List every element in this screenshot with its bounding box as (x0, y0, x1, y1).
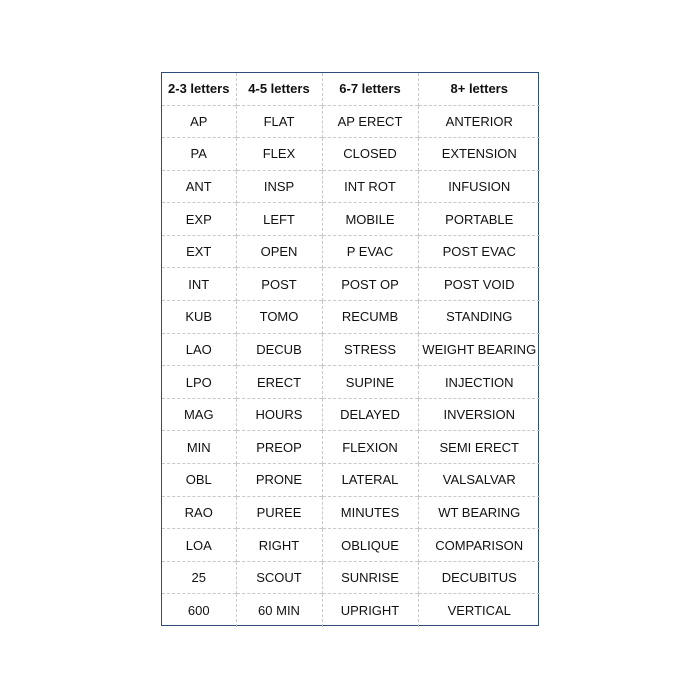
header-2-3-letters: 2-3 letters (168, 81, 230, 97)
table-cell-4-5-letters: PRONE (236, 464, 322, 497)
table-cell-8-plus-letters: VALSALVAR (418, 464, 540, 497)
table-cell-8-plus-letters: WT BEARING (418, 496, 540, 529)
table-cell-4-5-letters: POST (236, 268, 322, 301)
table-cell-8-plus-letters: ANTERIOR (418, 105, 540, 138)
table-cell-2-3-letters: 25 (162, 561, 236, 594)
header-row (162, 73, 540, 105)
table-row (162, 496, 540, 529)
table-cell-6-7-letters: SUPINE (322, 366, 418, 399)
table-cell-2-3-letters: OBL (162, 464, 236, 497)
table-cell-2-3-letters: LAO (162, 333, 236, 366)
table-cell-6-7-letters: UPRIGHT (322, 594, 418, 627)
table-row (162, 203, 540, 236)
table-cell-4-5-letters: HOURS (236, 398, 322, 431)
table-cell-6-7-letters: SUNRISE (322, 561, 418, 594)
table-cell-4-5-letters: 60 MIN (236, 594, 322, 627)
table-cell-4-5-letters: OPEN (236, 235, 322, 268)
table-row (162, 268, 540, 301)
table-cell-2-3-letters: LOA (162, 529, 236, 562)
table-cell-2-3-letters: RAO (162, 496, 236, 529)
table-cell-4-5-letters: LEFT (236, 203, 322, 236)
table-body (162, 105, 540, 627)
table-cell-2-3-letters: AP (162, 105, 236, 138)
header-8-plus-letters: 8+ letters (418, 73, 540, 105)
table-cell-2-3-letters: 600 (162, 594, 236, 627)
table-cell-8-plus-letters: EXTENSION (418, 138, 540, 171)
table-cell-6-7-letters: LATERAL (322, 464, 418, 497)
table-cell-6-7-letters: POST OP (322, 268, 418, 301)
table-cell-8-plus-letters: WEIGHT BEARING (418, 333, 540, 366)
table-row (162, 464, 540, 497)
table-cell-4-5-letters: INSP (236, 170, 322, 203)
abbreviation-table (161, 72, 539, 626)
table-cell-8-plus-letters: INVERSION (418, 398, 540, 431)
table-row (162, 301, 540, 334)
table-cell-2-3-letters: ANT (162, 170, 236, 203)
table-cell-2-3-letters: MIN (162, 431, 236, 464)
table-cell-4-5-letters: ERECT (236, 366, 322, 399)
table-cell-4-5-letters: RIGHT (236, 529, 322, 562)
table-row (162, 105, 540, 138)
table-row (162, 235, 540, 268)
table-cell-8-plus-letters: VERTICAL (418, 594, 540, 627)
table-cell-8-plus-letters: DECUBITUS (418, 561, 540, 594)
table-cell-4-5-letters: FLAT (236, 105, 322, 138)
header-4-5-letters: 4-5 letters (236, 73, 322, 105)
table-cell-4-5-letters: DECUB (236, 333, 322, 366)
table-cell-8-plus-letters: INJECTION (418, 366, 540, 399)
table-row (162, 138, 540, 171)
abbreviation-grid (162, 73, 540, 627)
table-cell-4-5-letters: FLEX (236, 138, 322, 171)
table-cell-6-7-letters: P EVAC (322, 235, 418, 268)
table-cell-6-7-letters: AP ERECT (322, 105, 418, 138)
table-cell-2-3-letters: EXP (162, 203, 236, 236)
table-cell-2-3-letters: KUB (162, 301, 236, 334)
table-cell-2-3-letters: LPO (162, 366, 236, 399)
table-cell-6-7-letters: STRESS (322, 333, 418, 366)
table-cell-6-7-letters: MOBILE (322, 203, 418, 236)
table-row (162, 170, 540, 203)
table-cell-6-7-letters: CLOSED (322, 138, 418, 171)
table-cell-4-5-letters: PREOP (236, 431, 322, 464)
table-cell-6-7-letters: MINUTES (322, 496, 418, 529)
table-row (162, 398, 540, 431)
table-cell-8-plus-letters: POST EVAC (418, 235, 540, 268)
table-row (162, 366, 540, 399)
table-cell-8-plus-letters: PORTABLE (418, 203, 540, 236)
table-cell-2-3-letters: INT (162, 268, 236, 301)
table-cell-8-plus-letters: POST VOID (418, 268, 540, 301)
table-cell-6-7-letters: INT ROT (322, 170, 418, 203)
table-cell-8-plus-letters: SEMI ERECT (418, 431, 540, 464)
table-cell-2-3-letters: EXT (162, 235, 236, 268)
table-cell-4-5-letters: TOMO (236, 301, 322, 334)
table-cell-4-5-letters: SCOUT (236, 561, 322, 594)
table-row (162, 431, 540, 464)
table-row (162, 333, 540, 366)
table-cell-2-3-letters: MAG (162, 398, 236, 431)
table-row (162, 561, 540, 594)
table-header (162, 73, 540, 105)
header-6-7-letters: 6-7 letters (322, 73, 418, 105)
table-cell-6-7-letters: FLEXION (322, 431, 418, 464)
table-cell-6-7-letters: DELAYED (322, 398, 418, 431)
table-cell-8-plus-letters: COMPARISON (418, 529, 540, 562)
table-cell-6-7-letters: OBLIQUE (322, 529, 418, 562)
table-cell-4-5-letters: PUREE (236, 496, 322, 529)
table-cell-8-plus-letters: STANDING (418, 301, 540, 334)
table-cell-8-plus-letters: INFUSION (418, 170, 540, 203)
table-cell-6-7-letters: RECUMB (322, 301, 418, 334)
table-row (162, 594, 540, 627)
table-row (162, 529, 540, 562)
table-cell-2-3-letters: PA (162, 138, 236, 171)
